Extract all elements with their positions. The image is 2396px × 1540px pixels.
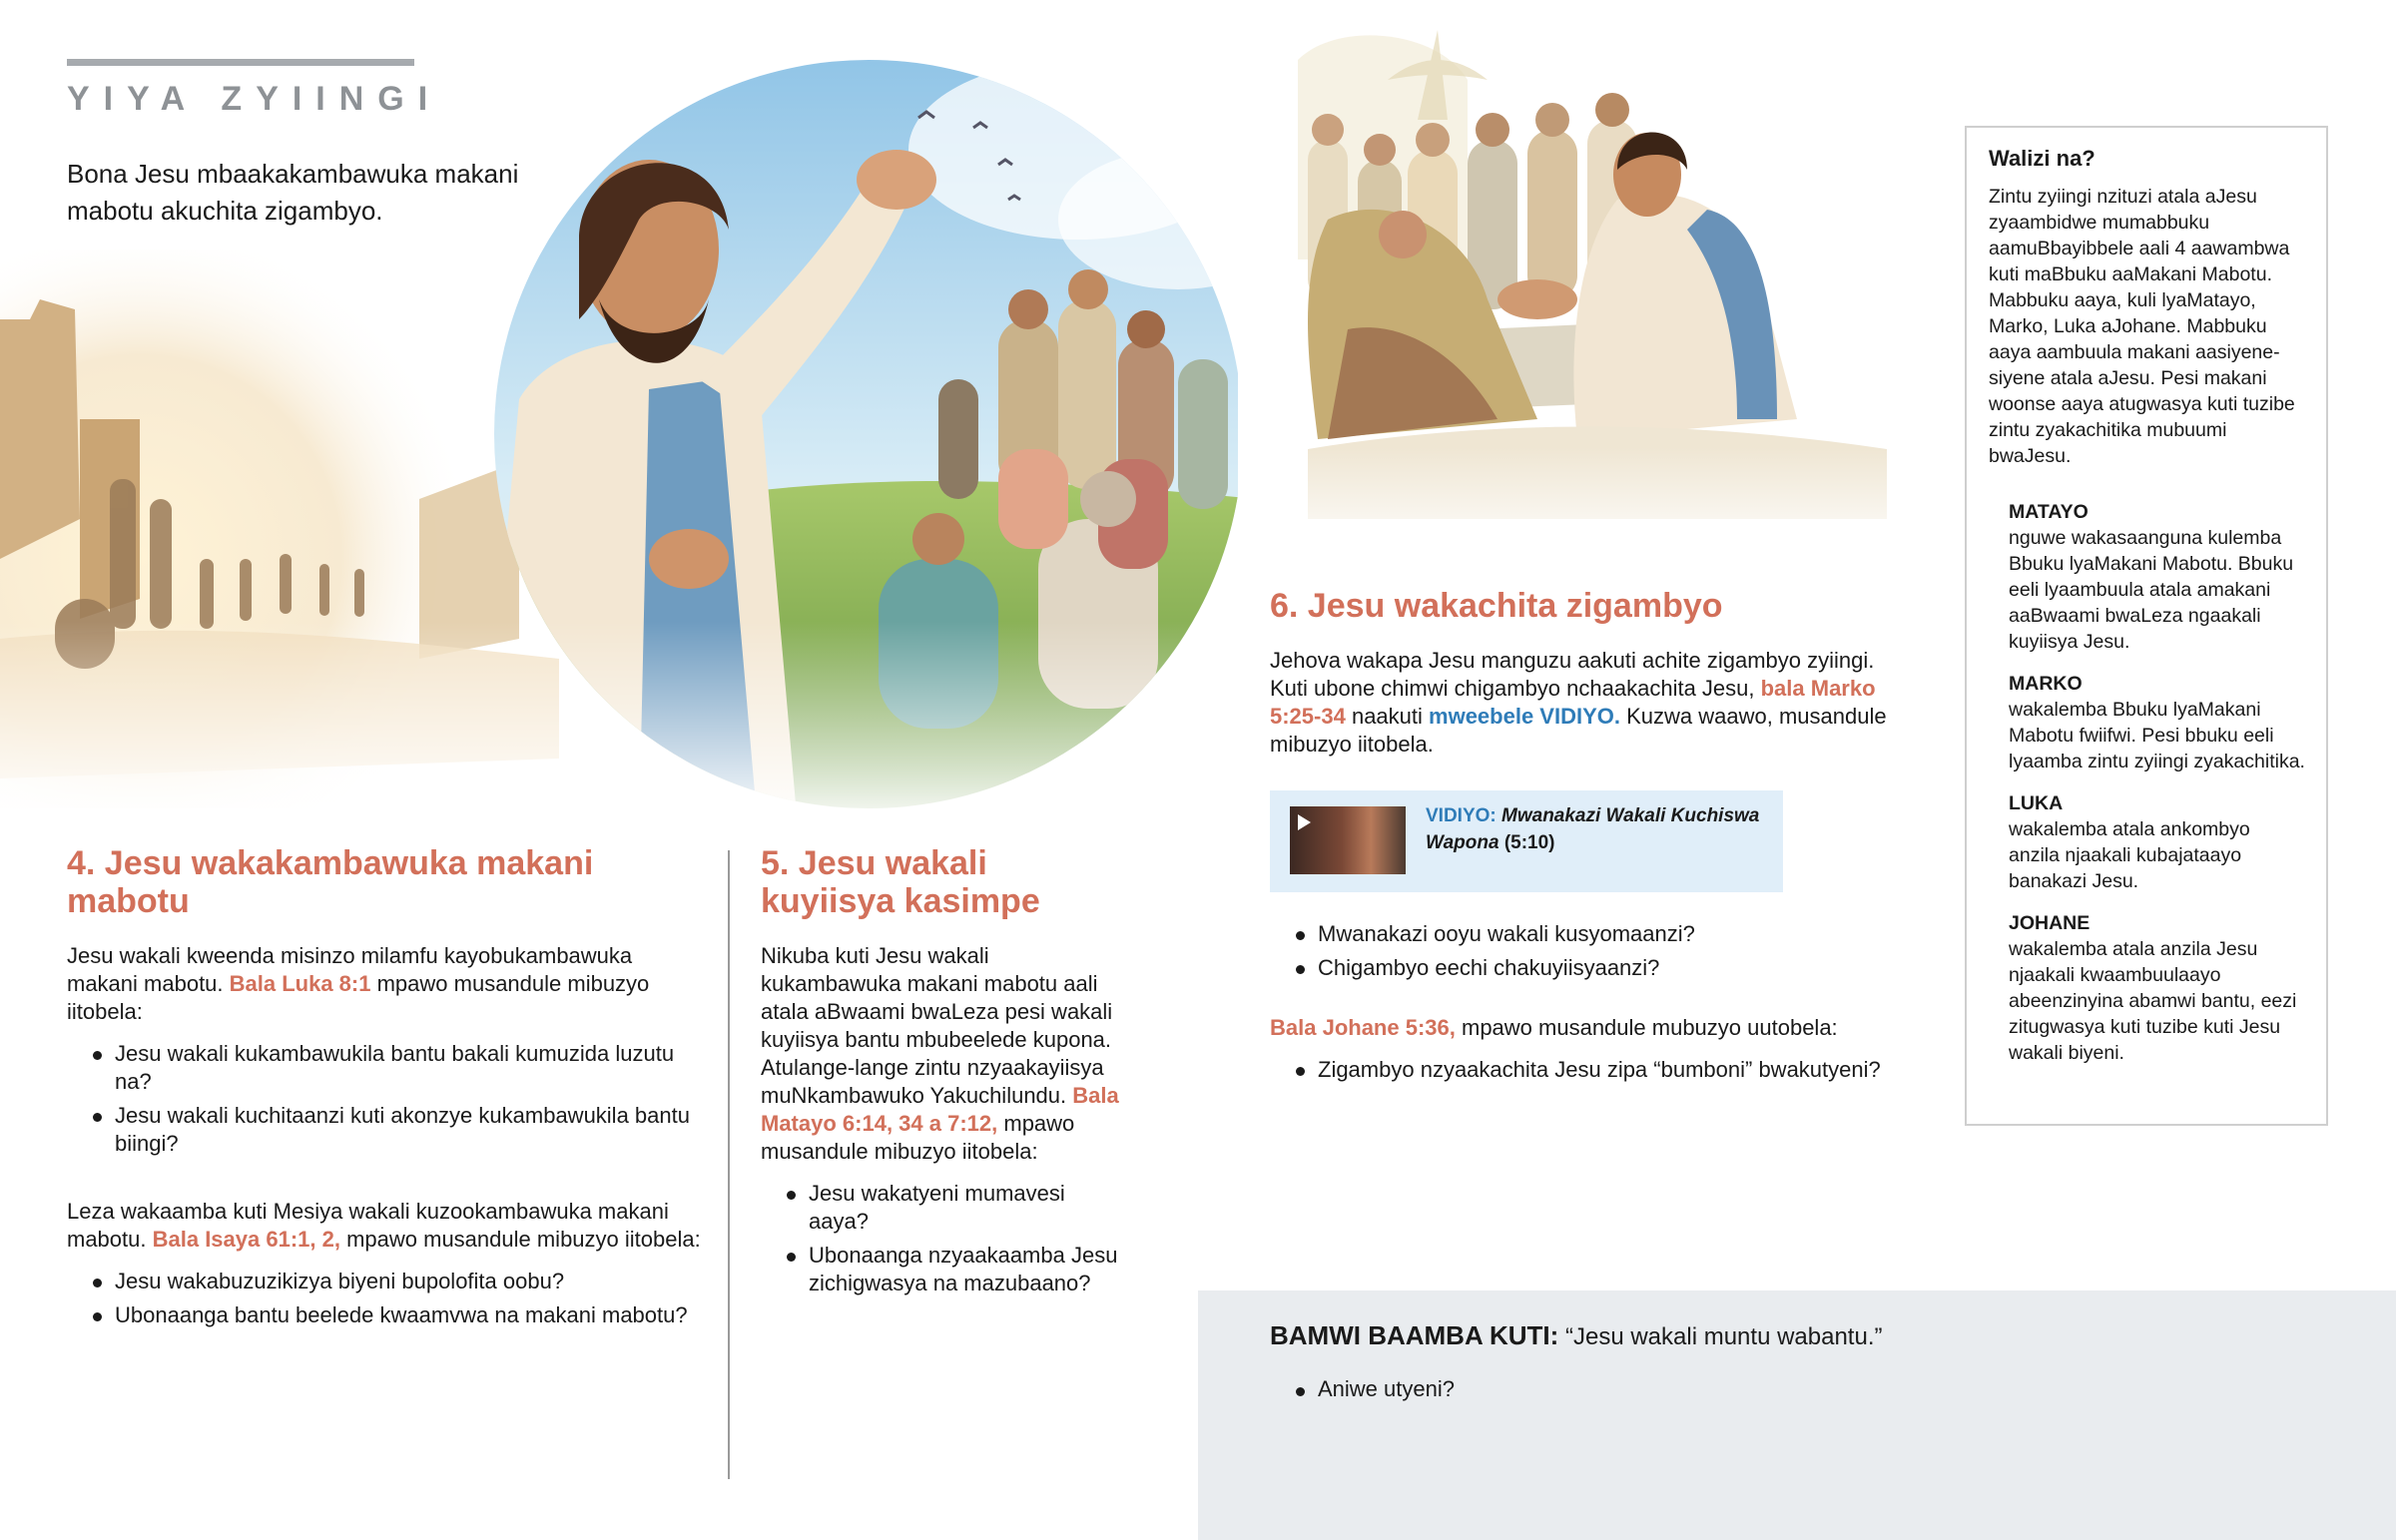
column-divider <box>728 850 730 1479</box>
video-link[interactable]: mweebele VIDIYO. <box>1429 704 1620 729</box>
some-say-questions <box>1270 1376 1455 1408</box>
illustration-jesus-preaching <box>0 0 1238 828</box>
video-caption <box>1426 802 1765 856</box>
question-item: Mwanakazi ooyu wakali kusyomaanzi? <box>1270 920 1911 948</box>
section-4-questions-1 <box>67 1040 702 1158</box>
section-4 <box>67 844 702 1335</box>
some-say-panel <box>1198 1290 2396 1540</box>
question-item: Ubonaanga nzyaakaamba Jesu zichigwasya na mazubaano? <box>761 1242 1130 1297</box>
some-say-label: BAMWI BAAMBA KUTI: <box>1270 1320 1559 1350</box>
did-you-know-box <box>1965 126 2328 1126</box>
section-6-questions-2 <box>1270 1056 1911 1084</box>
video-card[interactable] <box>1270 790 1783 892</box>
gospel-marko <box>1989 671 2306 774</box>
section-5-title: 5. Jesu wakali kuyiisya kasimpe <box>761 844 1040 920</box>
scripture-link-johane[interactable]: Bala Johane 5:36, <box>1270 1015 1456 1040</box>
illustration-woman-healed <box>1238 0 1937 559</box>
kicker-rule <box>67 59 414 66</box>
did-you-know-intro: Zintu zyiingi nzituzi atala aJesu zyaambidwe mumabbuku aamuBbayibbele aali 4 aawambwa kuti maBbuku aaMakani Mabotu. Mabbuku aaya, kuli lyaMatayo, Marko, Luka aJohane. Mabbuku aaya aambuula makani aasiyene-siyene atala aJesu. Pesi makani woonse aaya atugwasya kuti tuzibe zintu zyakachitika mubuumi bwaJesu. <box>1989 186 2295 467</box>
section-6-continued <box>1270 920 1911 1090</box>
play-icon <box>1298 814 1311 830</box>
scripture-link-luka[interactable]: Bala Luka 8:1 <box>229 971 371 996</box>
scripture-link-isaya[interactable]: Bala Isaya 61:1, 2, <box>152 1227 340 1252</box>
section-5-questions <box>761 1180 1130 1297</box>
gospel-description: nguwe wakasaanguna kulemba Bbuku lyaMakani Mabotu. Bbuku eeli lyaambuula atala amakani aaBwaami bwaLeza ngaakali kuyiisya Jesu. <box>2009 527 2294 653</box>
section-4-paragraph-1: Jesu wakali kweenda misinzo milamfu kayobukambawuka makani mabotu. Bala Luka 8:1 mpawo musandule mibuzyo iitobela: <box>67 943 650 1024</box>
section-6-paragraph-1: Jehova wakapa Jesu manguzu aakuti achite zigambyo zyiingi. Kuti ubone chimwi chigambyo nchaakachita Jesu, bala Marko 5:25-34 naakuti mweebele VIDIYO. Kuzwa waawo, musandule mibuzyo iitobela. <box>1270 648 1887 757</box>
video-title[interactable]: Mwanakazi Wakali Kuchiswa Wapona <box>1426 805 1760 853</box>
gospel-description: wakalemba atala ankombyo anzila njaakali kubajataayo banakazi Jesu. <box>2009 818 2250 892</box>
section-4-title: 4. Jesu wakakambawuka makani mabotu <box>67 844 594 920</box>
gospel-name: MATAYO <box>2009 501 2089 523</box>
section-6-paragraph-2: Bala Johane 5:36, mpawo musandule mubuzyo uutobela: <box>1270 1015 1838 1040</box>
question-item: Jesu wakali kukambawukila bantu bakali kumuzida luzutu na? <box>67 1040 702 1096</box>
question-item: Jesu wakatyeni mumavesi aaya? <box>761 1180 1130 1236</box>
gospel-name: MARKO <box>2009 673 2083 695</box>
section-6 <box>1270 587 1911 759</box>
video-label: VIDIYO: <box>1426 805 1497 826</box>
section-5-paragraph-1: Nikuba kuti Jesu wakali kukambawuka makani mabotu aali atala aBwaami bwaLeza pesi wakali kuyiisya bantu mbubeelede kupona. Atulange-lange zintu nzyaakayiisya muNkambawuko Yakuchilundu. Bala Matayo 6:14, 34 a 7:12, mpawo musandule mibuzyo iitobela: <box>761 943 1119 1164</box>
question-item: Zigambyo nzyaakachita Jesu zipa “bumboni” bwakutyeni? <box>1270 1056 1911 1084</box>
question-item: Ubonaanga bantu beelede kwaamvwa na makani mabotu? <box>67 1301 702 1329</box>
section-4-questions-2 <box>67 1268 702 1329</box>
section-5 <box>761 844 1130 1303</box>
gospel-matayo <box>1989 499 2306 655</box>
question-item: Aniwe utyeni? <box>1270 1376 1455 1402</box>
video-thumbnail[interactable] <box>1290 806 1406 874</box>
did-you-know-title: Walizi na? <box>1989 146 2096 171</box>
section-6-title: 6. Jesu wakachita zigambyo <box>1270 587 1723 625</box>
gospel-name: LUKA <box>2009 792 2064 814</box>
scripture-link-marko[interactable]: bala Marko 5:25-34 <box>1270 676 1876 729</box>
gospel-luka <box>1989 790 2306 894</box>
scripture-link-matayo[interactable]: Bala Matayo 6:14, 34 a 7:12, <box>761 1083 1119 1136</box>
section-6-questions-1 <box>1270 920 1911 982</box>
some-say-quote: “Jesu wakali muntu wabantu.” <box>1558 1323 1883 1350</box>
intro-text: Bona Jesu mbaakakambawuka makani mabotu akuchita zigambyo. <box>67 159 519 226</box>
video-length: (5:10) <box>1503 832 1555 853</box>
gospel-name: JOHANE <box>2009 912 2091 934</box>
gospel-johane <box>1989 910 2306 1066</box>
question-item: Jesu wakali kuchitaanzi kuti akonzye kukambawukila bantu biingi? <box>67 1102 702 1158</box>
gospel-description: wakalemba atala anzila Jesu njaakali kwaambuulaayo abeenzinyina abamwi bantu, eezi zitugwasya kuti tuzibe kuti Jesu wakali biyeni. <box>2009 938 2297 1064</box>
section-4-paragraph-2: Leza wakaamba kuti Mesiya wakali kuzookambawuka makani mabotu. Bala Isaya 61:1, 2, mpawo musandule mibuzyo iitobela: <box>67 1199 701 1252</box>
some-say-statement <box>1270 1318 1882 1354</box>
section-kicker: YIYA ZYIINGI <box>67 80 442 118</box>
question-item: Jesu wakabuzuzikizya biyeni bupolofita oobu? <box>67 1268 702 1295</box>
gospel-description: wakalemba Bbuku lyaMakani Mabotu fwiifwi. Pesi bbuku eeli lyaamba zintu zyiingi zyakachitika. <box>2009 699 2305 772</box>
question-item: Chigambyo eechi chakuyiisyaanzi? <box>1270 954 1911 982</box>
